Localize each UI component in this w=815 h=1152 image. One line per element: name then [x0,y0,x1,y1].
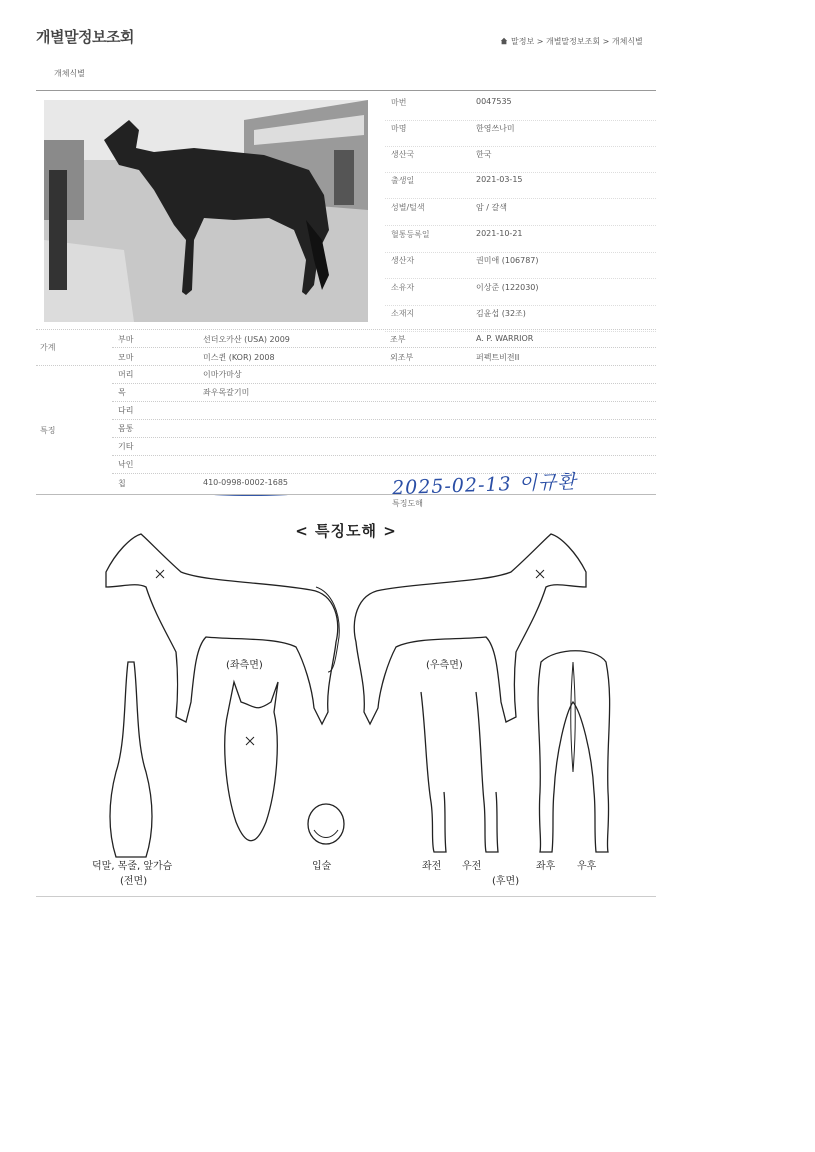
feature-label-neck: 목 [118,388,126,397]
divider [112,383,656,384]
divider [36,365,656,366]
field-label: 성별/털색 [391,203,425,212]
field-value: 2021-03-15 [476,175,523,184]
diagram-caption: 특징도해 [392,499,423,508]
page-title: 개별말정보조회 [36,28,134,46]
section-divider [36,494,656,495]
field-value: 권미애 (106787) [476,256,539,265]
field-label: 소재지 [391,309,415,318]
pedigree-group-label: 가계 [40,343,56,352]
field-value: 한영쓰나미 [476,124,515,133]
field-label: 생산자 [391,256,415,265]
dam-label: 모마 [118,353,134,362]
label-left-fore: 좌전 [422,861,442,872]
feature-value-chip: 410-0998-0002-1685 [203,478,289,487]
divider [36,329,656,330]
feature-label-head: 머리 [118,370,134,379]
horse-photo [44,100,368,322]
field-label: 소유자 [391,283,415,292]
field-horse-number [385,94,656,121]
divider [112,455,656,456]
label-left-side: (좌측면) [226,660,263,671]
label-front-text: 덕말, 목줄, 앞가슴 [92,861,173,872]
field-registration-date [385,226,656,253]
feature-value-head: 이마가마상 [203,370,242,379]
field-label: 마번 [391,98,407,107]
field-value: 2021-10-21 [476,229,523,238]
features-group-label: 특징 [40,426,56,435]
field-value: 이상준 (122030) [476,283,539,292]
field-country [385,146,656,173]
grandsire-label: 조부 [390,335,406,344]
label-right-hind: 우후 [577,861,597,872]
feature-label-brand: 낙인 [118,460,134,469]
feature-value-neck: 좌우목갈기미 [203,388,250,397]
field-breeder [385,252,656,279]
tab-identification[interactable]: 개체식별 [54,69,85,78]
field-value: 한국 [476,150,492,159]
divider [112,419,656,420]
divider [112,347,656,348]
label-left-hind: 좌후 [536,861,556,872]
sire-value: 선더오카산 (USA) 2009 [203,335,290,344]
field-label: 혈통등록일 [391,230,430,239]
dam-sire-value: 퍼펙트비젼II [476,353,520,362]
home-icon[interactable] [500,37,508,45]
label-right-fore: 우전 [462,861,482,872]
field-owner [385,279,656,306]
feature-label-other: 기타 [118,442,134,451]
field-horse-name [385,120,656,147]
field-label: 생산국 [391,150,415,159]
divider [112,437,656,438]
feature-label-chip: 칩 [118,479,126,488]
breadcrumb-text: 말정보 > 개별말정보조회 > 개체식별 [511,37,643,46]
diagram-title: < 특징도해 > [295,522,397,540]
field-sex-color [385,199,656,226]
feature-diagram [36,512,656,897]
divider [112,401,656,402]
feature-label-body: 몸통 [118,424,134,433]
horse-photo-image [44,100,368,322]
label-lips: 입술 [312,861,332,872]
label-right-side: (우측면) [426,660,463,671]
header-divider [36,90,656,91]
breadcrumb[interactable] [500,36,643,47]
field-value: 0047535 [476,97,512,106]
sire-label: 부마 [118,335,134,344]
field-location [385,305,656,332]
field-value: 암 / 갈색 [476,203,507,212]
feature-label-legs: 다리 [118,406,134,415]
label-rear-sub: (후면) [492,876,520,887]
grandsire-value: A. P. WARRIOR [476,334,534,343]
horse-outline-drawings [36,512,656,896]
field-value: 김윤섭 (32조) [476,309,526,318]
dam-sire-label: 외조부 [390,353,414,362]
field-birthdate [385,172,656,199]
field-label: 출생일 [391,176,415,185]
label-front-sub: (전면) [120,876,148,887]
field-label: 마명 [391,124,407,133]
dam-value: 미스퀸 (KOR) 2008 [203,353,275,362]
handwritten-signature: 2025-02-13 이규환 [391,470,578,500]
